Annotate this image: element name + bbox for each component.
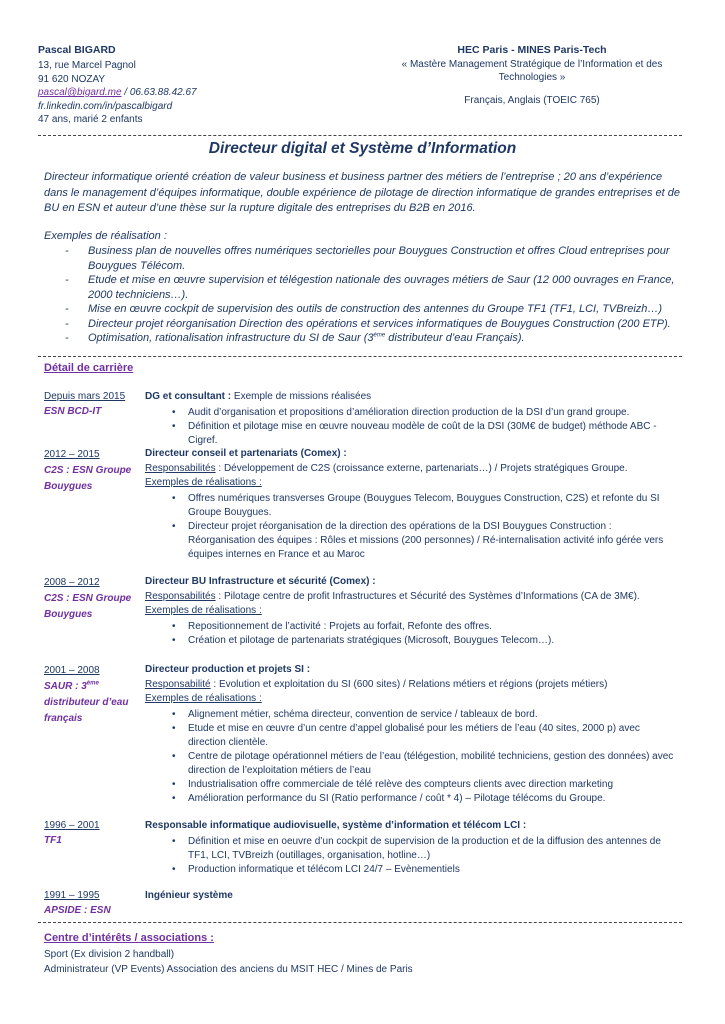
- job-date: 2001 – 2008: [44, 665, 100, 676]
- job-role-desc: Exemple de missions réalisées: [231, 391, 372, 402]
- job-date: 1991 – 1995: [44, 890, 100, 901]
- job-company: TF1: [44, 834, 62, 846]
- job-details: [145, 819, 680, 877]
- example-item: - Etude et mise en œuvre supervision et télégestion nationale des ouvrages métiers de Saur (12 000 ouvrages en France, 2000 techniciens…).: [62, 273, 682, 302]
- example-item: - Directeur projet réorganisation Direction des opérations et services informatiques de Bouygues Construction (200 ETP).: [62, 317, 682, 332]
- job-examples-label: Exemples de réalisations :: [145, 477, 262, 488]
- list-item: • Définition et mise en oeuvre d’un cockpit de supervision de la production et de la diffusion des antennes de TF1, LCI, TVBreizh (outillages, organisation, hotline…): [145, 835, 680, 863]
- job-date: 2008 – 2012: [44, 577, 100, 588]
- job-details: [145, 575, 680, 648]
- list-item: • Amélioration performance du SI (Ratio performance / coût * 4) – Pilotage télécoms du Groupe.: [145, 792, 680, 806]
- school-name: HEC Paris - MINES Paris-Tech: [457, 44, 607, 56]
- divider-bottom: [38, 922, 682, 923]
- job-bullets: [145, 492, 680, 562]
- job-role-line: [145, 390, 680, 405]
- job-details: [145, 447, 680, 562]
- degree-line-2: Technologies »: [498, 72, 566, 83]
- example-item: - Business plan de nouvelles offres numériques sectorielles pour Bouygues Construction et offres Cloud entreprises pour Bouygues Télécom.: [62, 244, 682, 273]
- list-item: • Production informatique et télécom LCI 24/7 – Evènementiels: [145, 863, 680, 877]
- city-address: 91 620 NOZAY: [38, 73, 106, 85]
- job-role: Directeur BU Infrastructure et sécurité (Comex) :: [145, 576, 376, 587]
- job-meta: [44, 819, 142, 848]
- list-item: • Etude et mise en œuvre d’un centre d’appel globalisé pour les métiers de l’eau (40 sites, 2000 p) avec direction clientèle.: [145, 722, 680, 750]
- job-bullets: [145, 620, 680, 648]
- job-company: APSIDE : ESN: [44, 904, 111, 916]
- job-details: [145, 663, 680, 806]
- linkedin-link[interactable]: fr.linkedin.com/in/pascalbigard: [38, 100, 173, 112]
- languages: Français, Anglais (TOEIC 765): [464, 94, 600, 106]
- job-role: DG et consultant :: [145, 391, 232, 402]
- examples-list: [62, 244, 682, 346]
- job-date: Depuis mars 2015: [44, 391, 126, 402]
- list-item: • Centre de pilotage opérationnel métiers de l’eau (télégestion, mobilité techniciens, gestion des données) avec direction de l’exploitation métiers de l’eau: [145, 750, 680, 778]
- degree-line-1: « Mastère Management Stratégique de l’Information et des: [401, 58, 663, 70]
- job-bullets: [145, 835, 680, 877]
- job-role: Ingénieur système: [145, 890, 233, 901]
- age-status: 47 ans, marié 2 enfants: [38, 114, 143, 125]
- list-item: • Définition et pilotage mise en œuvre nouveau modèle de coût de la DSI (30M€ de budget) méthode ABC - Cigref.: [145, 420, 680, 448]
- examples-heading: Exemples de réalisation :: [44, 230, 167, 242]
- interest-item: Administrateur (VP Events) Association des anciens du MSIT HEC / Mines de Paris: [44, 963, 413, 975]
- list-item: • Directeur projet réorganisation de la direction des opérations de la DSI Bouygues Construction : Réorganisation des équipes : Rôles et missions (200 personnes) / Ré-internalisation activité info gérée vers équipes internes en France et au Maroc: [145, 520, 680, 562]
- list-item: • Repositionnement de l’activité : Projets au forfait, Refonte des offres.: [145, 620, 680, 634]
- list-item: • Offres numériques transverses Groupe (Bouygues Telecom, Bouygues Construction, C2S) et refonte du SI Groupe Bouygues.: [145, 492, 680, 520]
- page-title: Directeur digital et Système d’Information: [208, 140, 517, 157]
- example-item: - Mise en œuvre cockpit de supervision des outils de construction des antennes du Groupe TF1 (TF1, LCI, TVBreizh…): [62, 302, 682, 317]
- phone-number: / 06.63.88.42.67: [121, 87, 197, 98]
- job-company: SAUR : 3ème distributeur d’eau français: [44, 680, 129, 724]
- email-link[interactable]: pascal@bigard.me: [38, 87, 122, 98]
- job-company: C2S : ESN Groupe Bouygues: [44, 465, 132, 492]
- job-meta: [44, 390, 142, 419]
- job-meta: [44, 663, 142, 727]
- interest-item: Sport (Ex division 2 handball): [44, 949, 175, 960]
- job-responsibility: Responsabilités : Pilotage centre de profit Infrastructures et Sécurité des Systèmes d’Informations (CA de 3M€).: [145, 590, 640, 602]
- candidate-name: Pascal BIGARD: [38, 44, 116, 56]
- contact-line: [38, 86, 197, 100]
- job-meta: [44, 889, 142, 918]
- list-item: • Alignement métier, schéma directeur, convention de service / tableaux de bord.: [145, 708, 680, 722]
- list-item: • Audit d’organisation et propositions d’amélioration direction production de la DSI d’un grand groupe.: [145, 406, 680, 420]
- job-responsibility: Responsabilités : Développement de C2S (croissance externe, partenariats…) / Projets stratégiques Groupe.: [145, 462, 628, 474]
- job-role: Responsable informatique audiovisuelle, système d’information et télécom LCI :: [145, 820, 527, 831]
- career-heading: Détail de carrière: [44, 362, 134, 374]
- street-address: 13, rue Marcel Pagnol: [38, 60, 136, 71]
- job-details: [145, 889, 680, 904]
- job-bullets: [145, 708, 680, 806]
- example-item: - Optimisation, rationalisation infrastructure du SI de Saur (3ème distributeur d’eau Français).: [62, 331, 682, 346]
- list-item: • Industrialisation offre commerciale de télé relève des compteurs clients avec direction marketing: [145, 778, 680, 792]
- job-examples-label: Exemples de réalisations :: [145, 693, 262, 704]
- job-role: Directeur conseil et partenariats (Comex) :: [145, 448, 347, 459]
- job-meta: [44, 575, 142, 623]
- job-details: [145, 390, 680, 448]
- job-meta: [44, 447, 142, 495]
- list-item: • Création et pilotage de partenariats stratégiques (Microsoft, Bouygues Telecom…).: [145, 634, 680, 648]
- job-date: 1996 – 2001: [44, 820, 100, 831]
- job-examples-label: Exemples de réalisations :: [145, 605, 262, 616]
- education-block: [382, 44, 682, 107]
- interests-list: [44, 948, 413, 977]
- contact-block: [38, 59, 197, 127]
- job-company: C2S : ESN Groupe Bouygues: [44, 593, 132, 620]
- interests-heading: Centre d’intérêts / associations :: [44, 932, 214, 944]
- job-company: ESN BCD-IT: [44, 405, 102, 417]
- profile-summary: Directeur informatique orienté création de valeur business et business partner des métiers de l’entreprise ; 20 ans d’expérience dans le management d’équipes informatique, double expérience de pilotage de direction informatique de grandes entreprises et de BU en ESN et auteur d’une thèse sur la rupture digitale des entreprises du B2B en 2016.: [44, 171, 680, 214]
- job-responsibility: Responsabilité : Evolution et exploitation du SI (600 sites) / Relations métiers et régions (projets métiers): [145, 678, 608, 690]
- job-role: Directeur production et projets SI :: [145, 664, 311, 675]
- divider-middle: [38, 356, 682, 357]
- job-date: 2012 – 2015: [44, 449, 100, 460]
- divider-top: [38, 135, 682, 136]
- job-bullets: [145, 406, 680, 448]
